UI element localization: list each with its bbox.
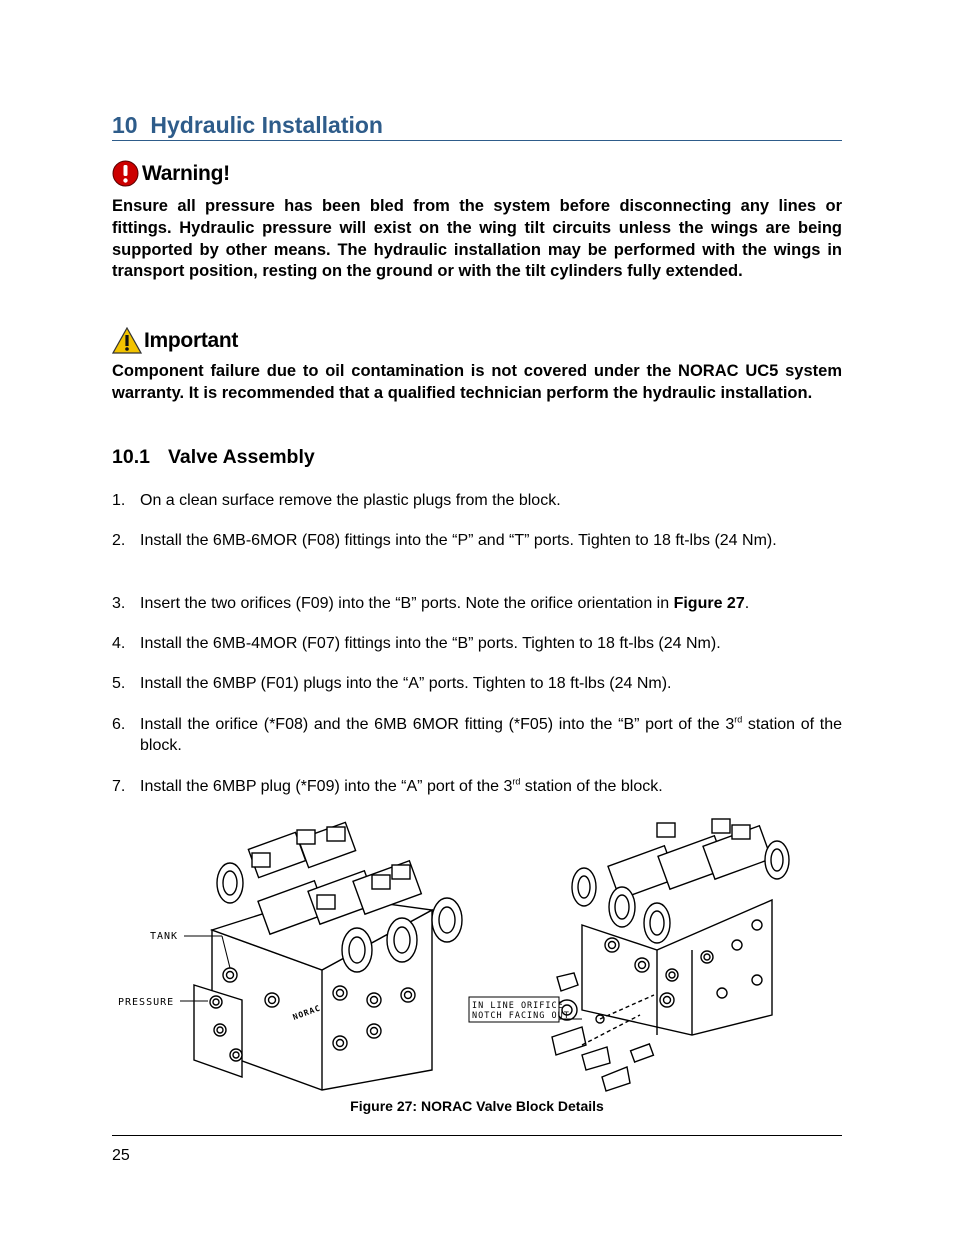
list-item: 3. Insert the two orifices (F09) into the “B” ports. Note the orifice orientation in Figure 27. — [112, 595, 750, 612]
warning-body: Ensure all pressure has been bled from the system before disconnecting any lines or fittings. Hydraulic pressure will exist on the wing tilt circuits unless the wings are being supported by other means. The hydraulic installation may be performed with the wings in transport position, resting on the ground or with the tilt cylinders fully extended. — [112, 197, 842, 281]
section-heading — [112, 112, 842, 141]
orifice-note-line-2: NOTCH FACING OUT — [472, 1011, 570, 1021]
tank-label: TANK — [150, 931, 179, 942]
caution-triangle-icon — [112, 327, 142, 354]
subsection-title: Valve Assembly — [168, 446, 315, 468]
list-item: 7. Install the 6MBP plug (*F09) into the “A” port of the 3rd station of the block. — [112, 776, 663, 795]
list-item: 5. Install the 6MBP (F01) plugs into the “A” ports. Tighten to 18 ft-lbs (24 Nm). — [112, 675, 672, 692]
list-item: 2. Install the 6MB-6MOR (F08) fittings into the “P” and “T” ports. Tighten to 18 ft-lbs (24 Nm). — [112, 532, 777, 549]
list-item: 6. Install the orifice (*F08) and the 6MB 6MOR fitting (*F05) into the “B” port of the 3rd station of the block. — [112, 714, 842, 754]
section-number: 10 — [112, 112, 138, 138]
list-item: 1. On a clean surface remove the plastic plugs from the block. — [112, 492, 561, 509]
figure-reference: Figure 27 — [673, 595, 745, 612]
important-body: Component failure due to oil contamination is not covered under the NORAC UC5 system warranty. It is recommended that a qualified technician perform the hydraulic installation. — [112, 362, 842, 402]
valve-block-figure — [112, 815, 842, 1095]
page-number: 25 — [112, 1147, 130, 1164]
section-title: Hydraulic Installation — [150, 112, 383, 138]
list-item: 4. Install the 6MB-4MOR (F07) fittings into the “B” ports. Tighten to 18 ft-lbs (24 Nm). — [112, 635, 721, 652]
right-valve-block — [582, 900, 772, 1035]
orifice-note-line-1: IN LINE ORIFICE — [472, 1001, 564, 1011]
warning-icon — [112, 160, 139, 187]
figure-caption: Figure 27: NORAC Valve Block Details — [350, 1098, 604, 1114]
pressure-label: PRESSURE — [118, 997, 175, 1008]
subsection-heading — [112, 446, 315, 469]
brand-mark: NORAC — [291, 1003, 323, 1022]
footer-divider — [112, 1135, 842, 1136]
warning-title-row — [112, 160, 230, 187]
warning-title: Warning! — [142, 161, 230, 185]
important-title-row — [112, 327, 238, 354]
subsection-number: 10.1 — [112, 446, 150, 468]
important-title: Important — [144, 328, 239, 352]
